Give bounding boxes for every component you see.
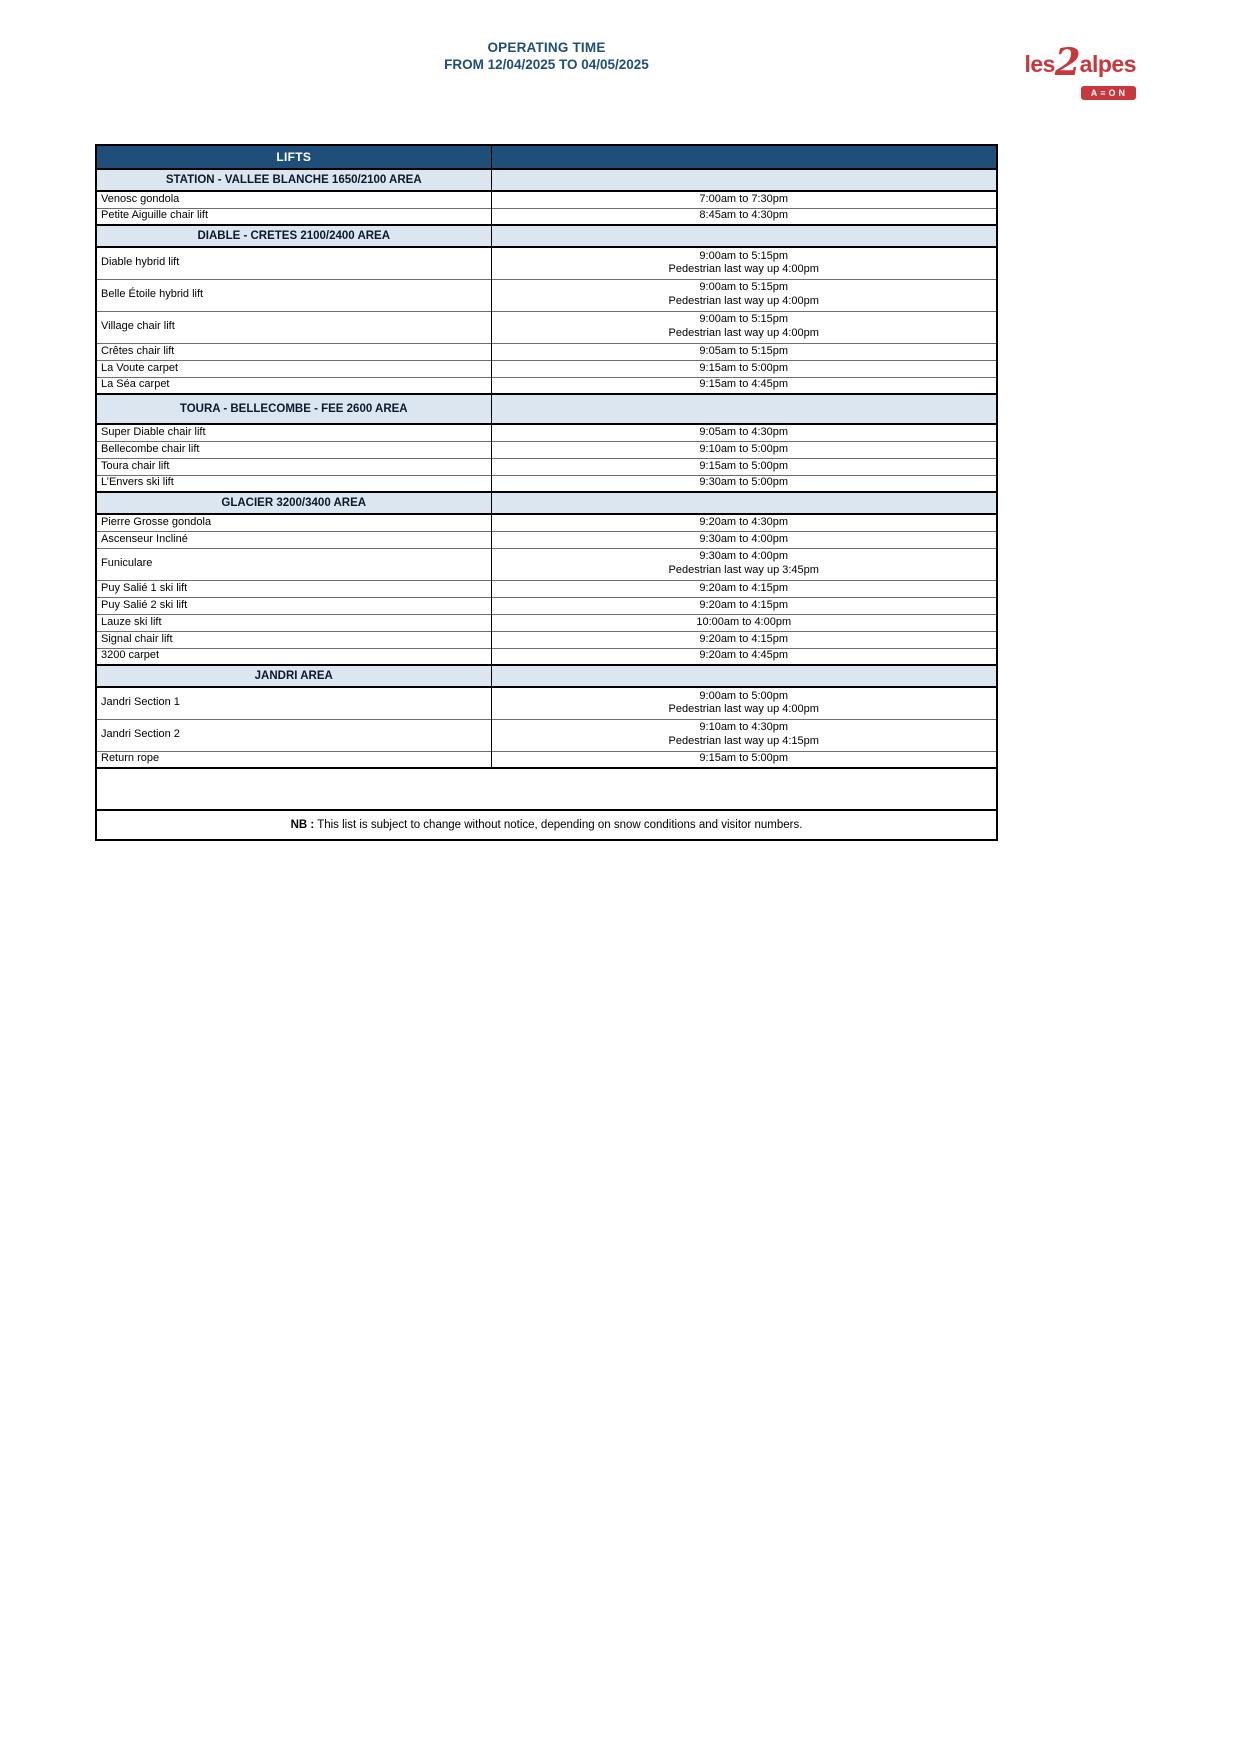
- lift-times: [491, 208, 997, 225]
- lift-row: [96, 360, 997, 377]
- note-label: NB :: [290, 818, 315, 831]
- lift-name: Puy Salié 2 ski lift: [96, 597, 491, 614]
- time-line: 9:30am to 4:00pm: [699, 532, 789, 545]
- section-title: JANDRI AREA: [96, 665, 491, 687]
- lift-name: Village chair lift: [96, 311, 491, 343]
- lift-row: [96, 687, 997, 719]
- section-row: [96, 169, 997, 191]
- section-row: [96, 665, 997, 687]
- lift-name: La Séa carpet: [96, 377, 491, 394]
- lift-times: [491, 377, 997, 394]
- lifts-table-body: [96, 169, 997, 768]
- time-line: 9:15am to 5:00pm: [699, 459, 789, 472]
- time-line: 9:00am to 5:15pm: [699, 313, 789, 326]
- lift-row: [96, 208, 997, 225]
- time-line: 9:05am to 5:15pm: [699, 344, 789, 357]
- lift-name: Venosc gondola: [96, 191, 491, 208]
- lift-times: [491, 279, 997, 311]
- lift-name: L’Envers ski lift: [96, 475, 491, 492]
- logo-badge-aeon: A≡ON: [1081, 86, 1136, 100]
- lift-times: [491, 247, 997, 279]
- lift-name: Signal chair lift: [96, 631, 491, 648]
- section-title: GLACIER 3200/3400 AREA: [96, 492, 491, 514]
- lift-name: 3200 carpet: [96, 648, 491, 665]
- section-blank-cell: [491, 225, 997, 247]
- lift-times: [491, 311, 997, 343]
- lift-times: [491, 719, 997, 751]
- lift-row: [96, 614, 997, 631]
- lift-name: Pierre Grosse gondola: [96, 514, 491, 531]
- lift-times: [491, 458, 997, 475]
- time-line: 8:45am to 4:30pm: [699, 209, 789, 222]
- lifts-table: [95, 144, 998, 841]
- lift-name: Bellecombe chair lift: [96, 441, 491, 458]
- lift-name: Toura chair lift: [96, 458, 491, 475]
- lift-row: [96, 343, 997, 360]
- lift-row: [96, 514, 997, 531]
- doc-header: [95, 40, 998, 72]
- lift-name: Ascenseur Incliné: [96, 531, 491, 548]
- time-line: 9:30am to 5:00pm: [699, 476, 789, 489]
- time-line: 9:30am to 4:00pm: [699, 550, 789, 563]
- lift-times: [491, 597, 997, 614]
- lift-row: [96, 531, 997, 548]
- lift-row: [96, 441, 997, 458]
- table-header-times: [491, 145, 997, 169]
- lift-times: [491, 648, 997, 665]
- brand-logo: [1018, 40, 1136, 101]
- lift-row: [96, 580, 997, 597]
- lift-name: Return rope: [96, 751, 491, 768]
- time-line: 9:15am to 5:00pm: [699, 752, 789, 765]
- lift-times: [491, 614, 997, 631]
- lift-row: [96, 279, 997, 311]
- lift-name: Jandri Section 1: [96, 687, 491, 719]
- section-blank-cell: [491, 492, 997, 514]
- logo-word-alpes: alpes: [1079, 51, 1136, 77]
- lift-row: [96, 247, 997, 279]
- lift-name: Crêtes chair lift: [96, 343, 491, 360]
- doc-subtitle: FROM 12/04/2025 TO 04/05/2025: [444, 57, 649, 72]
- lift-times: [491, 514, 997, 531]
- lift-row: [96, 475, 997, 492]
- lift-times: [491, 751, 997, 768]
- time-line: 9:00am to 5:15pm: [699, 249, 789, 262]
- lift-times: [491, 580, 997, 597]
- lift-row: [96, 191, 997, 208]
- time-line: 9:20am to 4:30pm: [699, 515, 789, 528]
- section-title: TOURA - BELLECOMBE - FEE 2600 AREA: [96, 394, 491, 424]
- time-line: 9:15am to 4:45pm: [699, 378, 789, 391]
- lift-name: Puy Salié 1 ski lift: [96, 580, 491, 597]
- note-cell: [96, 810, 997, 840]
- section-title: DIABLE - CRETES 2100/2400 AREA: [96, 225, 491, 247]
- lift-row: [96, 597, 997, 614]
- table-header-lifts: LIFTS: [96, 145, 491, 169]
- lift-times: [491, 441, 997, 458]
- lift-row: [96, 377, 997, 394]
- time-line: Pedestrian last way up 4:00pm: [668, 327, 819, 339]
- note-text: This list is subject to change without notice, depending on snow conditions and visitor numbers.: [314, 818, 803, 831]
- time-line: 9:20am to 4:15pm: [699, 581, 789, 594]
- lift-row: [96, 751, 997, 768]
- lift-times: [491, 687, 997, 719]
- section-blank-cell: [491, 169, 997, 191]
- time-line: 9:00am to 5:15pm: [699, 281, 789, 294]
- time-line: 9:00am to 5:00pm: [699, 689, 789, 702]
- time-line: 9:20am to 4:45pm: [699, 649, 789, 662]
- lift-times: [491, 191, 997, 208]
- lift-row: [96, 719, 997, 751]
- lift-name: Petite Aiguille chair lift: [96, 208, 491, 225]
- lift-times: [491, 475, 997, 492]
- logo-word-les: les: [1024, 51, 1055, 77]
- lift-times: [491, 360, 997, 377]
- time-line: 9:10am to 4:30pm: [699, 721, 789, 734]
- spacer-cell: [96, 768, 997, 810]
- section-row: [96, 492, 997, 514]
- time-line: 9:20am to 4:15pm: [699, 632, 789, 645]
- lift-name: Belle Étoile hybrid lift: [96, 279, 491, 311]
- time-line: Pedestrian last way up 4:15pm: [668, 735, 819, 747]
- section-row: [96, 225, 997, 247]
- logo-digit-2: 2: [1054, 40, 1081, 84]
- section-blank-cell: [491, 665, 997, 687]
- lift-times: [491, 424, 997, 441]
- time-line: Pedestrian last way up 4:00pm: [668, 263, 819, 276]
- time-line: 9:10am to 5:00pm: [699, 442, 789, 455]
- time-line: 10:00am to 4:00pm: [696, 615, 792, 628]
- section-title: STATION - VALLEE BLANCHE 1650/2100 AREA: [96, 169, 491, 191]
- lift-name: Funiculare: [96, 548, 491, 580]
- lift-row: [96, 648, 997, 665]
- time-line: Pedestrian last way up 4:00pm: [668, 703, 819, 716]
- time-line: Pedestrian last way up 3:45pm: [668, 564, 819, 576]
- lift-times: [491, 631, 997, 648]
- lift-row: [96, 631, 997, 648]
- lift-name: Super Diable chair lift: [96, 424, 491, 441]
- lift-row: [96, 424, 997, 441]
- time-line: 9:05am to 4:30pm: [699, 425, 789, 438]
- logo-wordmark: [1018, 40, 1136, 84]
- lift-row: [96, 458, 997, 475]
- time-line: Pedestrian last way up 4:00pm: [668, 295, 819, 307]
- lift-times: [491, 343, 997, 360]
- lift-row: [96, 311, 997, 343]
- note-row: [96, 810, 997, 840]
- lift-name: Lauze ski lift: [96, 614, 491, 631]
- section-blank-cell: [491, 394, 997, 424]
- lift-name: La Voute carpet: [96, 360, 491, 377]
- lift-name: Diable hybrid lift: [96, 247, 491, 279]
- time-line: 9:20am to 4:15pm: [699, 598, 789, 611]
- table-header-row: [96, 145, 997, 169]
- doc-title: OPERATING TIME: [487, 40, 606, 55]
- section-row: [96, 394, 997, 424]
- spacer-row: [96, 768, 997, 810]
- time-line: 9:15am to 5:00pm: [699, 361, 789, 374]
- lift-name: Jandri Section 2: [96, 719, 491, 751]
- lift-row: [96, 548, 997, 580]
- lift-times: [491, 531, 997, 548]
- lift-times: [491, 548, 997, 580]
- time-line: 7:00am to 7:30pm: [699, 192, 789, 205]
